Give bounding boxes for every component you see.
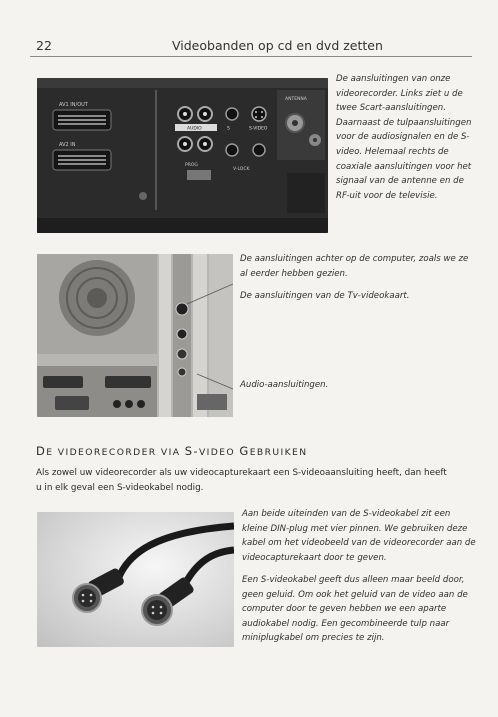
intro-line: u in elk geval een S-videokabel nodig. (36, 482, 204, 493)
heading-part: S- (184, 444, 199, 458)
cable-text-para1: Aan beide uiteinden van de S-videokabel zit een kleine DIN-plug met vier pinnen. We gebruiken deze kabel om het videobeeld van de videorecorder aan de videocapturekaart door te geven. (242, 509, 476, 563)
svideo-cable-photo (37, 512, 234, 647)
heading-part: D (36, 444, 47, 458)
label-av2: AV2 IN (59, 142, 76, 148)
section-heading (36, 444, 476, 458)
label-svideo: S-VIDEO (249, 126, 268, 132)
page-number: 22 (36, 38, 52, 53)
label-antenna: ANTENNA (285, 97, 307, 102)
running-title: Videobanden op cd en dvd zetten (172, 38, 383, 53)
vcr-back-photo (37, 78, 328, 233)
header-rule (30, 56, 472, 57)
heading-part: E VIDEORECORDER VIA (46, 447, 185, 458)
heading-part: EBRUIKEN (249, 447, 308, 458)
label-vlock: V-LOCK (233, 167, 250, 172)
pc-back-photo (37, 254, 233, 417)
label-av1: AV1 IN/OUT (59, 102, 88, 108)
caption-pc-back: De aansluitingen achter op de computer, zoals we ze al eerder hebben gezien. (240, 254, 469, 279)
caption-tv-card: De aansluitingen van de Tv-videokaart. (240, 291, 410, 301)
label-s: S (227, 126, 230, 132)
intro-paragraph (36, 466, 476, 495)
heading-part: G (239, 444, 250, 458)
caption-vcr: De aansluitingen van onze videorecorder. Links ziet u de twee Scart-aansluitingen. Daarnaast de tulpaansluitingen voor de audiosignalen en de S-video. Helemaal rechts de coaxiale aansluitingen voor het signaal van de antenne en de RF-uit voor de televisie. (336, 74, 472, 201)
caption-audio: Audio-aansluitingen. (240, 380, 329, 390)
label-prog: PROG (185, 163, 198, 168)
heading-part: VIDEO (198, 447, 240, 458)
label-audio: AUDIO (187, 126, 202, 132)
intro-line: Als zowel uw videorecorder als uw videocapturekaart een S-videoaansluiting heeft, dan heeft (36, 468, 447, 478)
cable-text-para2: Een S-videokabel geeft dus alleen maar beeld door, geen geluid. Om ook het geluid van de video aan de computer door te geven hebben we een aparte audiokabel nodig. Een gecombineerde tulp naar miniplugkabel om precies te zijn. (242, 575, 468, 644)
